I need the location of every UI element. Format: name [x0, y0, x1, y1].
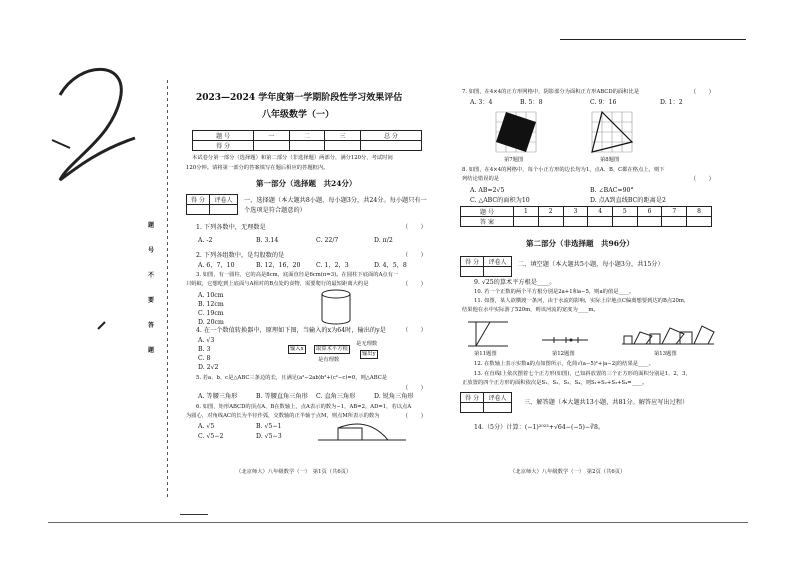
answer-cell[interactable] — [588, 217, 613, 227]
flow-label: 是无理数 — [356, 341, 378, 347]
answer-cell[interactable] — [637, 217, 662, 227]
answer-cell[interactable] — [538, 217, 563, 227]
option: C. 19cm — [198, 310, 224, 317]
answer-paren: （ ） — [402, 413, 427, 420]
answer-cell[interactable] — [514, 217, 539, 227]
option: A. 6，7，10 — [198, 262, 235, 269]
pen-mark — [96, 320, 108, 332]
option: B. 12cm — [198, 301, 224, 308]
squares-figure-13 — [620, 316, 716, 348]
grader-label: 评卷人 — [484, 393, 512, 403]
binding-line — [167, 80, 168, 500]
answer-row-label: 答 案 — [461, 217, 514, 227]
question-1: 1. 下列各数中，无理数是 — [196, 224, 266, 231]
option: A. 等腰三角形 — [198, 393, 238, 400]
top-rule — [560, 39, 746, 40]
side-label: 号 — [148, 247, 155, 254]
answer-paren: （ ） — [690, 89, 715, 96]
score-table — [192, 130, 422, 151]
score-header: 题 号 — [193, 131, 254, 141]
page-footer-right: （北京师大）八年级数学（一） 第2页（共6页） — [510, 469, 626, 475]
grid-figure-7 — [494, 110, 540, 156]
handwriting-mark — [40, 40, 200, 200]
option: B. 5：8 — [520, 99, 543, 106]
answer-paren: （ ） — [402, 252, 427, 259]
option: C. 8 — [198, 355, 211, 362]
answer-cell[interactable] — [662, 217, 687, 227]
question-3: 只蚂蚁，它想吃到上底面与A相对的B点处的食物，需要爬行的最短距离大约是 — [186, 281, 369, 287]
score-row-label: 得 分 — [193, 141, 254, 151]
question-11: 11. 如图，某人欲横渡一条河，由于水流的影响，实际上岸地点C偏离想要到达的B点20m， — [474, 298, 690, 304]
answer-header: 6 — [637, 207, 662, 217]
grader-label: 评卷人 — [484, 257, 512, 267]
option: C. 9：16 — [590, 99, 617, 106]
question-12: 12. 在数轴上表示实数a的点如图所示，化简√(a−5)²+|a−2|的结果是____。 — [474, 361, 654, 367]
grader-cell[interactable] — [187, 205, 210, 215]
score-cell[interactable] — [360, 141, 421, 151]
side-label: 题 — [148, 222, 155, 229]
handwriting-tick — [52, 140, 70, 148]
question-2: 2. 下列各组数中，是勾股数的是 — [196, 252, 285, 259]
grader-box — [460, 256, 512, 277]
option: C. 1，2，3 — [316, 262, 349, 269]
section1-heading: 一、选择题（本大题共8小题，每小题3分，共24分。每小题只有一 — [244, 197, 427, 204]
grid-figure-8 — [590, 110, 636, 156]
grader-label: 得 分 — [461, 393, 484, 403]
grader-label: 评卷人 — [210, 195, 238, 205]
option: A. 10cm — [198, 292, 224, 299]
answer-paren: （ ） — [402, 281, 427, 288]
option: B. 3 — [198, 346, 211, 353]
cylinder-figure — [318, 288, 358, 328]
option: D. 点A到直线BC的距离是2 — [590, 197, 666, 204]
grader-cell[interactable] — [210, 205, 238, 215]
side-label: 不 — [148, 272, 155, 279]
question-7: 7. 如图，在4×4的正方形网格中，阴影部分为面积正方形ABCD的面积比是 — [462, 89, 640, 95]
question-8: 列结论错误的是 — [462, 176, 500, 182]
flowchart — [288, 342, 388, 364]
question-9: 9. √25的算术平方根是____。 — [474, 279, 556, 286]
section1-heading: 个选项是符合题意的） — [244, 207, 306, 214]
bottom-rule — [48, 522, 748, 523]
option: D. 2√2 — [198, 364, 219, 371]
question-14: 14.（5分）计算：(−1)²⁰²³+√64−(−5)−∛8。 — [474, 424, 605, 431]
question-13: 正放置的四个正方形的面积依次是S₁、S₂、S₃、S₄，则S₁+S₂+S₃+S₄=____。 — [462, 380, 648, 386]
flow-output: 输出y — [360, 350, 378, 359]
grader-label: 得 分 — [461, 257, 484, 267]
numberline-figure — [318, 418, 408, 448]
question-6: 6. 如图，矩形ABCD的顶点A、B在数轴上，点A表示的数为−1，AB=2，AD=1，若以点A — [196, 404, 412, 410]
option: C. √5−2 — [198, 433, 224, 440]
option: A. √5 — [198, 423, 215, 430]
flow-label: 是有理数 — [318, 357, 340, 363]
answer-header: 8 — [687, 207, 712, 217]
option: B. 3.14 — [256, 237, 279, 244]
question-3: 3. 如图，有一圆柱，它的高是8cm，底面直径是6cm(π=3)。在圆柱下底面的A点有一 — [196, 272, 399, 278]
question-10: 10. 若一个正数的两个平方根分别是2a+1和a−5，则a的值是____。 — [474, 289, 635, 295]
question-6: 为圆心，对角线AC的长为半径作弧，交数轴的正半轴于点M，则点M所表示的数为 — [186, 413, 380, 419]
side-label: 要 — [148, 297, 155, 304]
figure-caption: 第7题图 — [504, 157, 524, 163]
option: D. √5−3 — [256, 433, 282, 440]
flow-input: 输入x — [288, 345, 306, 354]
question-4: 4. 在一个数值转换器中，原理如下图，当输入的x为64时，输出的y是 — [196, 327, 386, 334]
section3-heading: 三、解答题（本大题共13小题，共81分。解答应写出过程） — [524, 399, 689, 406]
figure-caption: 第13题图 — [654, 351, 677, 357]
option: C. 直角三角形 — [316, 393, 356, 400]
option: A. 3：4 — [470, 99, 493, 106]
question-11: 结果他在水中实际游了520m，则该河流的宽度为____m。 — [462, 307, 599, 313]
score-header: 总 分 — [360, 131, 421, 141]
score-header: 一 — [254, 131, 290, 141]
answer-header: 题 号 — [461, 207, 514, 217]
option: D. π/2 — [374, 237, 393, 244]
grader-box — [186, 194, 238, 215]
answer-paren: （ ） — [690, 176, 715, 183]
option: D. 20cm — [198, 319, 224, 326]
option: D. 4，5，8 — [374, 262, 407, 269]
answer-header: 5 — [612, 207, 637, 217]
section2-heading: 二、填空题（本大题共5小题，每小题3分，共15分） — [518, 261, 664, 268]
answer-table — [460, 206, 712, 227]
handwriting-stroke — [60, 69, 135, 180]
answer-paren: （ ） — [402, 224, 427, 231]
option: B. √5−1 — [256, 423, 282, 430]
option: B. 12，16，20 — [256, 262, 301, 269]
option: D. 锐角三角形 — [374, 393, 414, 400]
part1-title: 第一部分（选择题 共24分） — [256, 179, 357, 188]
option: D. 1：2 — [660, 99, 683, 106]
score-header: 三 — [325, 131, 361, 141]
question-13: 13. 在直线l上依次摆着七个正方形(如图)，已知斜放置的三个正方形的面积分别是1，2，3， — [474, 371, 691, 377]
notice-line: 120分钟。请将第一部分的答案填写在题后相应的答题框内。 — [186, 165, 329, 171]
grader-cell[interactable] — [461, 403, 484, 413]
side-label: 题 — [148, 347, 155, 354]
answer-header: 2 — [538, 207, 563, 217]
grader-cell[interactable] — [484, 403, 512, 413]
score-cell[interactable] — [254, 141, 290, 151]
river-figure — [466, 318, 510, 350]
answer-header: 7 — [662, 207, 687, 217]
figure-caption: 第8题图 — [600, 157, 620, 163]
option: C. △ABC的面积为10 — [470, 197, 530, 204]
score-header: 二 — [289, 131, 325, 141]
figure-caption: 第12题图 — [552, 351, 575, 357]
flow-step: 取算术平方根 — [314, 345, 350, 354]
answer-header: 3 — [563, 207, 588, 217]
bottom-mark — [180, 514, 208, 515]
answer-cell[interactable] — [687, 217, 712, 227]
option: A. -2 — [198, 237, 213, 244]
option: B. ∠BAC=90° — [590, 187, 634, 194]
grader-cell[interactable] — [484, 267, 512, 277]
answer-cell[interactable] — [612, 217, 637, 227]
option: A. √3 — [198, 337, 215, 344]
answer-paren: （ ） — [402, 327, 427, 334]
question-5: 5. 若a、b、c是△ABC三条边的长，且满足(a²−2ab)b²+(c²−c)=0，则△ABC是 — [196, 375, 388, 381]
part2-title: 第二部分（非选择题 共96分） — [526, 239, 634, 248]
score-cell[interactable] — [289, 141, 325, 151]
grader-cell[interactable] — [461, 267, 484, 277]
answer-paren: （ ） — [402, 385, 427, 392]
grader-box — [460, 392, 512, 413]
answer-header: 1 — [514, 207, 539, 217]
option: B. 等腰直角三角形 — [256, 393, 308, 400]
figure-caption: 第11题图 — [474, 351, 497, 357]
page-footer-left: （北京师大）八年级数学（一） 第1页（共6页） — [236, 469, 352, 475]
answer-header: 4 — [588, 207, 613, 217]
exam-title: 2023—2024 学年度第一学期阶段性学习效果评估 — [196, 93, 403, 103]
side-label: 答 — [148, 322, 155, 329]
notice-line: 本试卷分第一部分（选择题）和第二部分（非选择题）两部分，满分120分，考试时间 — [192, 155, 393, 161]
option: C. 22/7 — [316, 237, 339, 244]
grader-label: 得 分 — [187, 195, 210, 205]
exam-subtitle: 八年级数学（一） — [262, 110, 335, 120]
question-8: 8. 如图，在4×4的网格中，每个小正方形的边长均为1，点A、B、C都在格点上，则下 — [462, 167, 665, 173]
option: A. AB=2√5 — [470, 187, 505, 194]
numberline-figure-12 — [540, 330, 590, 346]
answer-cell[interactable] — [563, 217, 588, 227]
score-cell[interactable] — [325, 141, 361, 151]
